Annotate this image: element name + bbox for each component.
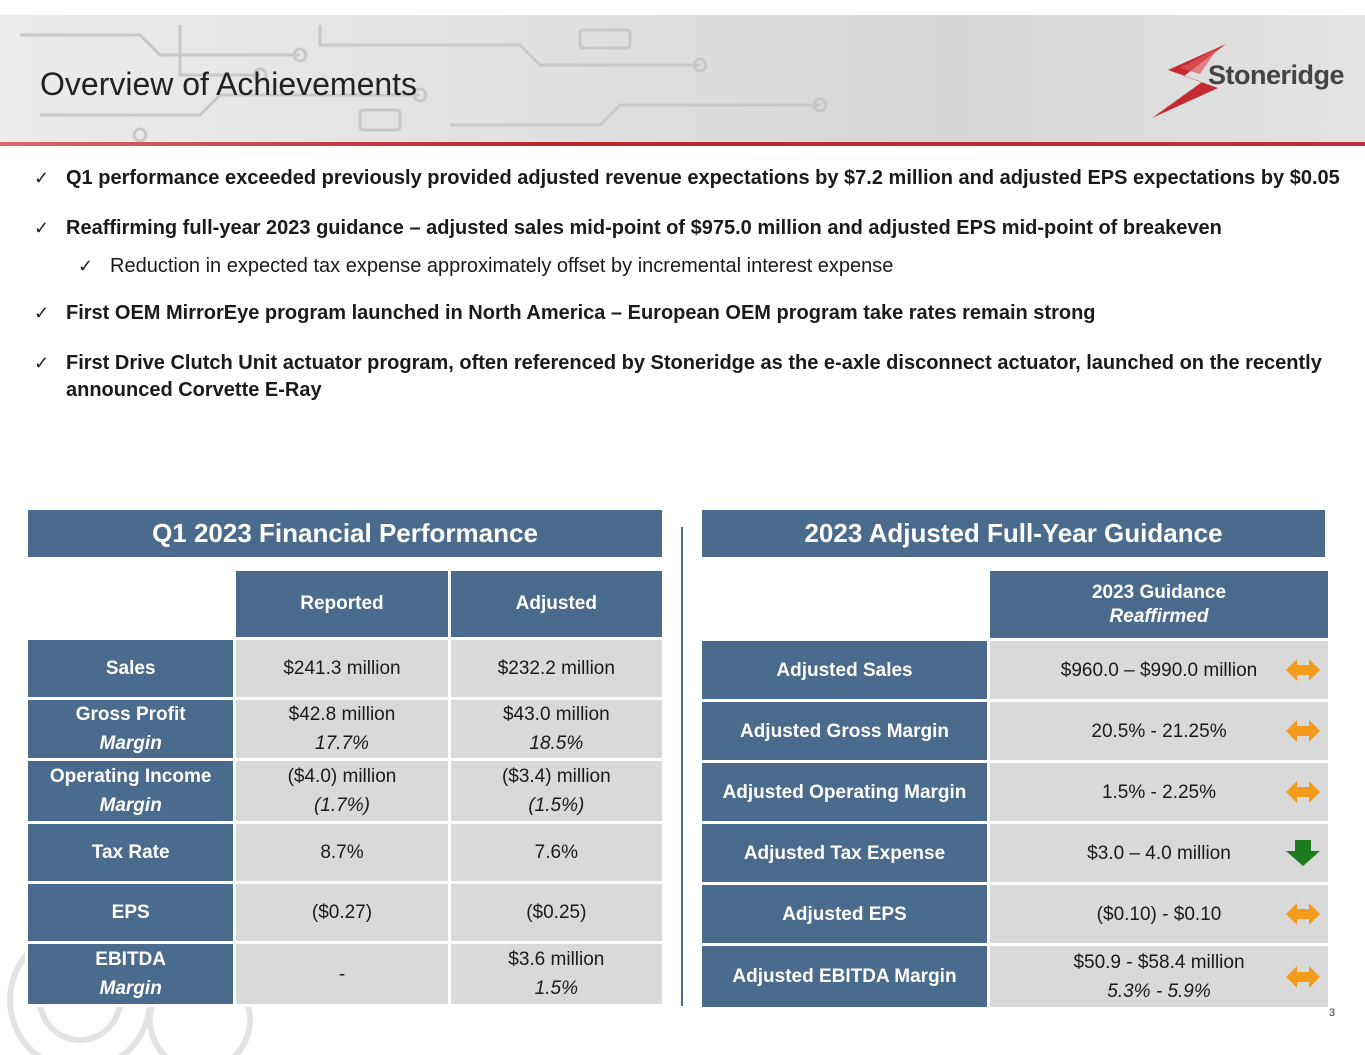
double-arrow-icon <box>1286 779 1320 805</box>
reported-value: 8.7% <box>235 823 449 883</box>
checkmark-icon: ✓ <box>34 353 50 373</box>
down-arrow-icon <box>1286 840 1320 866</box>
row-label: EBITDA Margin <box>27 943 235 1006</box>
adjusted-value: $43.0 million 18.5% <box>449 699 663 760</box>
column-header-adjusted: Adjusted <box>449 570 663 639</box>
row-label: Sales <box>27 639 235 699</box>
row-label: Adjusted Tax Expense <box>701 823 989 884</box>
adjusted-value: 7.6% <box>449 823 663 883</box>
column-header-guidance: 2023 Guidance Reaffirmed <box>989 570 1330 640</box>
achievement-text: First Drive Clutch Unit actuator program, often referenced by Stoneridge as the e-axle disconnect actuator, launched on the recently announced Corvette E-Ray <box>66 352 1322 401</box>
adjusted-value: ($0.25) <box>449 883 663 943</box>
double-arrow-icon <box>1286 901 1320 927</box>
row-label: Adjusted EPS <box>701 884 989 945</box>
q1-panel-title: Q1 2023 Financial Performance <box>28 510 662 557</box>
row-label: Adjusted Gross Margin <box>701 701 989 762</box>
achievement-item <box>30 300 1340 327</box>
table-row <box>701 701 1330 762</box>
row-label: EPS <box>27 883 235 943</box>
page-title: Overview of Achievements <box>40 66 418 102</box>
checkmark-icon: ✓ <box>34 168 50 188</box>
adjusted-value: ($3.4) million (1.5%) <box>449 760 663 823</box>
achievement-item <box>30 215 1340 242</box>
table-row <box>27 943 664 1006</box>
table-row <box>701 945 1330 1009</box>
guidance-value: $960.0 – $990.0 million <box>989 640 1330 701</box>
checkmark-icon: ✓ <box>78 256 94 276</box>
guidance-value: $3.0 – 4.0 million <box>989 823 1330 884</box>
q1-financial-table <box>25 568 665 1007</box>
guidance-value: ($0.10) - $0.10 <box>989 884 1330 945</box>
table-row <box>701 823 1330 884</box>
reported-value: - <box>235 943 449 1006</box>
header-accent-line <box>0 142 1365 146</box>
reported-value: ($4.0) million (1.7%) <box>235 760 449 823</box>
row-label: Tax Rate <box>27 823 235 883</box>
double-arrow-icon <box>1286 657 1320 683</box>
page-number: 3 <box>1329 1007 1336 1019</box>
table-row <box>701 884 1330 945</box>
logo-text: Stoneridge <box>1208 60 1345 90</box>
guidance-value: $50.9 - $58.4 million 5.3% - 5.9% <box>989 945 1330 1009</box>
achievement-text: Reduction in expected tax expense approximately offset by incremental interest expense <box>110 255 894 277</box>
adjusted-value: $3.6 million 1.5% <box>449 943 663 1006</box>
achievement-text: First OEM MirrorEye program launched in North America – European OEM program take rates remain strong <box>66 302 1096 324</box>
adjusted-value: $232.2 million <box>449 639 663 699</box>
achievement-list <box>30 165 1340 427</box>
row-label: Gross Profit Margin <box>27 699 235 760</box>
table-corner <box>701 570 989 640</box>
checkmark-icon: ✓ <box>34 303 50 323</box>
guidance-value: 1.5% - 2.25% <box>989 762 1330 823</box>
achievement-subitem <box>30 253 1340 280</box>
achievement-text: Q1 performance exceeded previously provided adjusted revenue expectations by $7.2 million and adjusted EPS expectations by $0.05 <box>66 167 1340 189</box>
achievement-item <box>30 350 1340 404</box>
row-label: Adjusted EBITDA Margin <box>701 945 989 1009</box>
table-row <box>27 699 664 760</box>
row-label: Adjusted Sales <box>701 640 989 701</box>
guidance-value: 20.5% - 21.25% <box>989 701 1330 762</box>
reported-value: ($0.27) <box>235 883 449 943</box>
table-row <box>701 640 1330 701</box>
achievement-text: Reaffirming full-year 2023 guidance – adjusted sales mid-point of $975.0 million and adjusted EPS mid-point of breakeven <box>66 217 1222 239</box>
reported-value: $42.8 million 17.7% <box>235 699 449 760</box>
guidance-panel-title: 2023 Adjusted Full-Year Guidance <box>702 510 1325 557</box>
table-row <box>27 639 664 699</box>
column-header-reported: Reported <box>235 570 449 639</box>
row-label: Operating Income Margin <box>27 760 235 823</box>
panel-divider <box>681 527 683 1006</box>
table-row <box>27 883 664 943</box>
reported-value: $241.3 million <box>235 639 449 699</box>
table-row <box>27 760 664 823</box>
table-row <box>701 762 1330 823</box>
table-corner <box>27 570 235 639</box>
double-arrow-icon <box>1286 964 1320 990</box>
double-arrow-icon <box>1286 718 1320 744</box>
checkmark-icon: ✓ <box>34 218 50 238</box>
guidance-table <box>699 568 1331 1010</box>
table-row <box>27 823 664 883</box>
achievement-item <box>30 165 1340 192</box>
row-label: Adjusted Operating Margin <box>701 762 989 823</box>
